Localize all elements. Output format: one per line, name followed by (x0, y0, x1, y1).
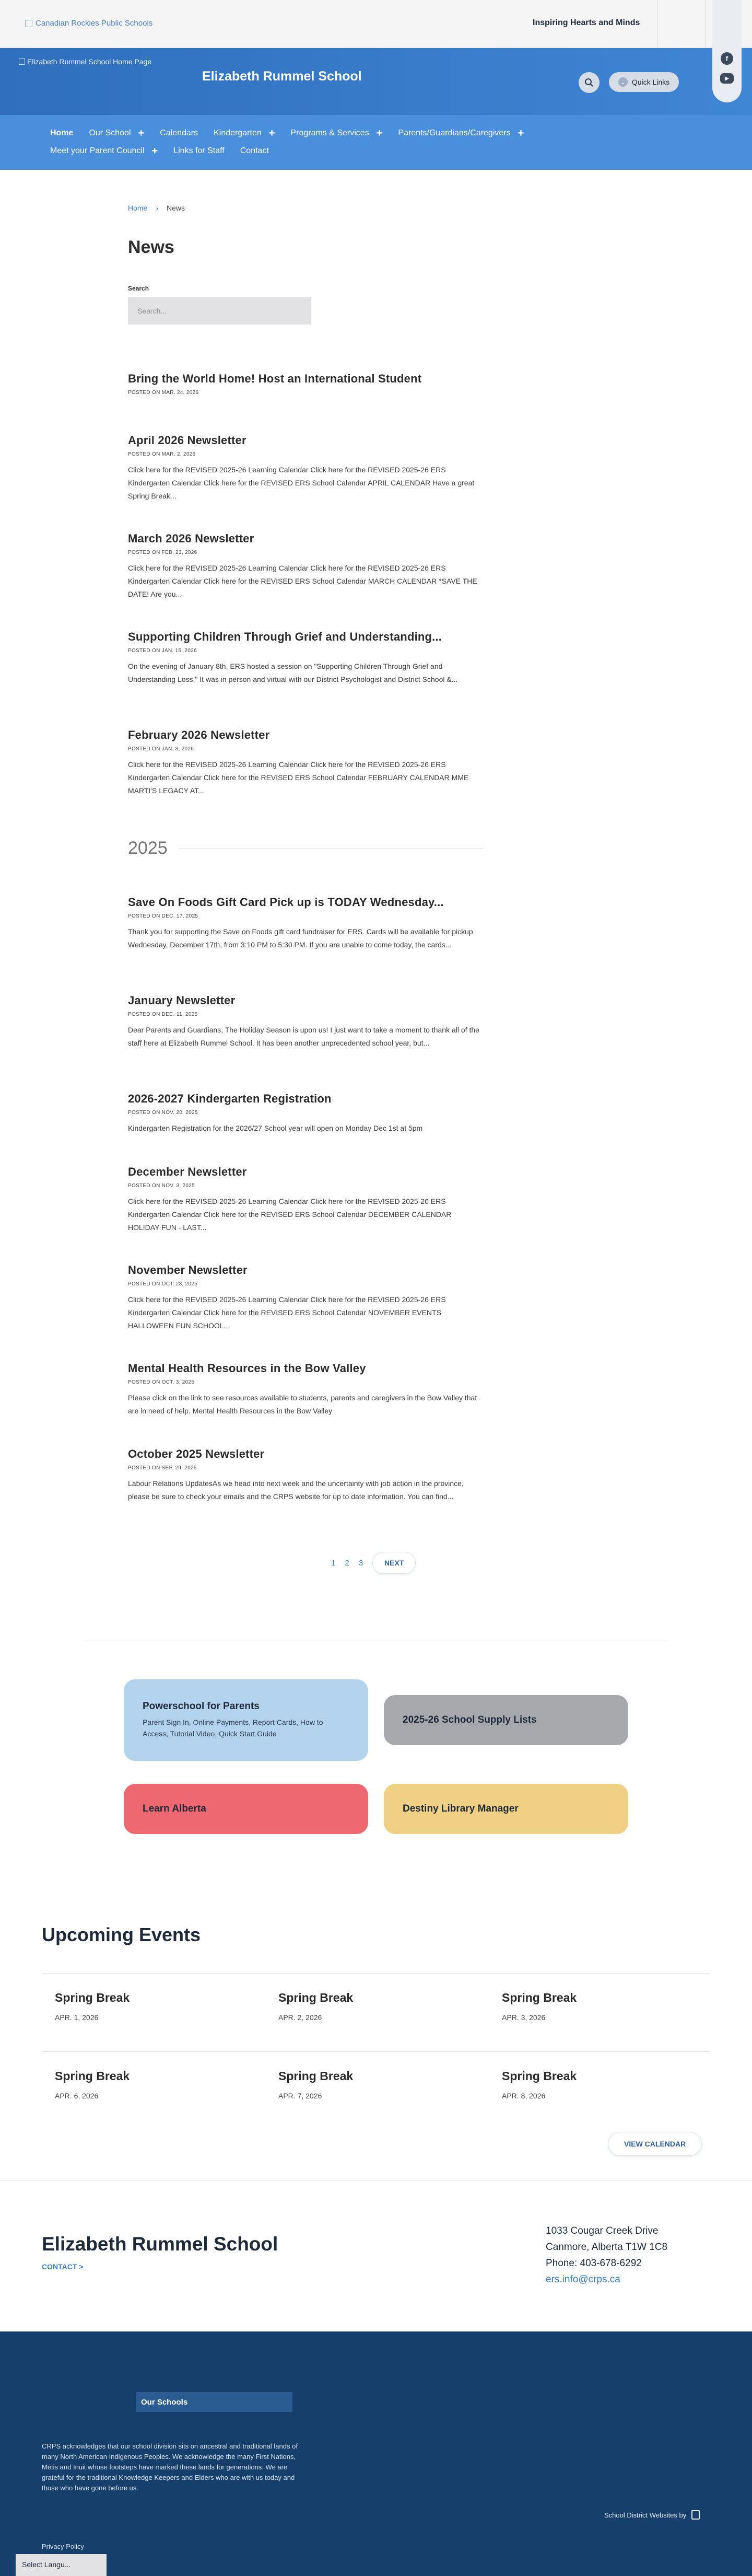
article-excerpt: Click here for the REVISED 2025-26 Learning Calendar Click here for the REVISED 2025-26 ERS Kindergarten Calendar Click here for the REVISED ERS School Calendar APRIL CALENDAR Have a great Spring Break... (128, 466, 475, 500)
nav-item[interactable] (50, 146, 158, 156)
tile-title: Powerschool for Parents (143, 1701, 260, 1712)
news-article (128, 994, 483, 1050)
event-item[interactable] (55, 1991, 253, 2022)
event-date: APR. 1, 2026 (55, 2013, 99, 2022)
article-date: POSTED ON OCT. 3, 2025 (128, 1379, 195, 1385)
event-date: APR. 6, 2026 (55, 2092, 99, 2100)
article-title-link[interactable]: April 2026 Newsletter (128, 434, 246, 447)
quick-links-button[interactable] (609, 72, 679, 92)
land-acknowledgement: CRPS acknowledges that our school division sits on ancestral and traditional lands of many North American Indigenous Peoples. We acknowledge the many First Nations, Métis and Inuit whose footsteps have marked these lands for generations. We are grateful for the traditional Knowledge Keepers and Elders who are with us today and those who have gone before us. (42, 2442, 298, 2492)
event-title: Spring Break (278, 1991, 354, 2004)
article-excerpt: Dear Parents and Guardians, The Holiday Season is upon us! I just want to take a moment to thank all of the staff here at Elizabeth Rummel School. It has been another unprecedented school year, but... (128, 1026, 479, 1047)
nav-item[interactable] (240, 146, 269, 156)
chevron-down-icon: ⌄ (618, 77, 628, 87)
breadcrumb-separator: › (156, 204, 159, 212)
nav-item-label: Parents/Guardians/Caregivers (398, 129, 511, 137)
nav-item[interactable] (290, 128, 382, 138)
news-article (128, 434, 483, 503)
district-logo-alt: Canadian Rockies Public Schools (36, 19, 153, 28)
main-content (128, 204, 483, 324)
divider (42, 2051, 710, 2052)
tile-destiny-library[interactable] (384, 1784, 628, 1834)
article-title-link[interactable]: March 2026 Newsletter (128, 532, 254, 545)
broken-image-icon (25, 20, 32, 27)
article-title-link[interactable]: January Newsletter (128, 994, 236, 1007)
news-article (128, 1447, 483, 1503)
article-date: POSTED ON JAN. 15, 2026 (128, 648, 197, 654)
page-link-2[interactable]: 2 (345, 1558, 349, 1568)
tile-title: 2025-26 School Supply Lists (403, 1714, 537, 1725)
divider (705, 0, 706, 48)
news-article (128, 630, 483, 686)
nav-item[interactable] (50, 129, 73, 138)
article-date: POSTED ON DEC. 11, 2025 (128, 1012, 198, 1017)
article-date: POSTED ON MAR. 24, 2026 (128, 390, 199, 396)
event-date: APR. 7, 2026 (278, 2092, 322, 2100)
news-article (128, 1263, 483, 1332)
nav-item[interactable] (89, 128, 144, 138)
school-logo-alt: Elizabeth Rummel School Home Page (27, 57, 152, 66)
breadcrumb-current: News (167, 204, 185, 212)
contact-link[interactable]: CONTACT > (42, 2262, 84, 2271)
article-title-link[interactable]: December Newsletter (128, 1165, 247, 1178)
article-title-link[interactable]: Supporting Children Through Grief and Understanding... (128, 630, 442, 643)
article-excerpt: On the evening of January 8th, ERS hosted a session on "Supporting Children Through Grief and Understanding Loss." It was in person and virtual with our District Psychologist and District School &... (128, 662, 458, 683)
tile-description: Parent Sign In, Online Payments, Report Cards, How to Access, Tutorial Video, Quick Start Guide (143, 1718, 323, 1738)
article-title-link[interactable]: February 2026 Newsletter (128, 728, 270, 741)
divider (178, 848, 483, 849)
article-title-link[interactable]: Mental Health Resources in the Bow Valley (128, 1362, 366, 1375)
search-button[interactable] (579, 72, 600, 93)
vendor-logo-icon (691, 2510, 700, 2520)
page-title: News (128, 237, 174, 257)
nav-item-label: Programs & Services (290, 129, 369, 137)
district-logo-link[interactable] (25, 19, 152, 28)
event-title: Spring Break (55, 1991, 130, 2004)
article-excerpt: Click here for the REVISED 2025-26 Learning Calendar Click here for the REVISED 2025-26 ERS Kindergarten Calendar Click here for the REVISED ERS School Calendar FEBRUARY CALENDAR MME MARTI'S LEGACY AT... (128, 760, 469, 795)
event-date: APR. 2, 2026 (278, 2013, 322, 2022)
event-item[interactable] (278, 2069, 477, 2100)
site-footer (0, 2331, 752, 2576)
credit-text: School District Websites by (604, 2511, 687, 2519)
article-excerpt: Click here for the REVISED 2025-26 Learning Calendar Click here for the REVISED 2025-26 ERS Kindergarten Calendar Click here for the REVISED ERS School Calendar MARCH CALENDAR *SAVE THE DATE! Are you... (128, 564, 477, 598)
article-date: POSTED ON NOV. 3, 2025 (128, 1183, 195, 1189)
news-article (128, 372, 483, 396)
article-excerpt: Click here for the REVISED 2025-26 Learning Calendar Click here for the REVISED 2025-26 ERS Kindergarten Calendar Click here for the REVISED ERS School Calendar NOVEMBER EVENTS HALLOWEEN FUN SCHOOL... (128, 1295, 446, 1330)
nav-item-label: Home (50, 129, 74, 137)
article-date: POSTED ON OCT. 23, 2025 (128, 1281, 198, 1287)
article-date: POSTED ON SEP. 29, 2025 (128, 1465, 197, 1471)
news-article (128, 532, 483, 601)
nav-row (50, 142, 702, 160)
nav-row (50, 124, 702, 142)
school-name: Elizabeth Rummel School (202, 69, 362, 84)
pagination (331, 1552, 416, 1574)
tile-title: Learn Alberta (143, 1803, 206, 1814)
nav-item[interactable] (160, 129, 198, 138)
view-calendar-button[interactable]: VIEW CALENDAR (608, 2132, 702, 2156)
article-title-link[interactable]: Save On Foods Gift Card Pick up is TODAY Wednesday... (128, 896, 444, 909)
breadcrumb (128, 204, 483, 212)
privacy-policy-link[interactable]: Privacy Policy (42, 2543, 84, 2550)
event-item[interactable] (55, 2069, 253, 2100)
nav-item-label: Our School (89, 129, 131, 137)
phone-number: Phone: 403-678-6292 (546, 2258, 642, 2269)
our-schools-dropdown[interactable]: Our Schools (136, 2392, 292, 2412)
divider (42, 1973, 710, 1974)
article-title-link[interactable]: Bring the World Home! Host an International Student (128, 372, 422, 385)
nav-item-label: Meet your Parent Council (50, 146, 145, 155)
article-date: POSTED ON FEB. 23, 2026 (128, 550, 197, 555)
article-excerpt: Kindergarten Registration for the 2026/27 School year will open on Monday Dec 1st at 5pm (128, 1124, 423, 1132)
article-date: POSTED ON JAN. 8, 2026 (128, 746, 194, 752)
nav-item-label: Links for Staff (173, 146, 225, 155)
news-search-input[interactable] (128, 297, 311, 324)
tile-powerschool[interactable] (124, 1679, 368, 1761)
event-item[interactable] (278, 1991, 477, 2022)
tile-school-supply-lists[interactable] (384, 1695, 628, 1745)
upcoming-events-title: Upcoming Events (42, 1924, 201, 1945)
expand-plus-icon[interactable]: + (518, 127, 524, 139)
district-tagline: Inspiring Hearts and Minds (533, 18, 640, 27)
event-title: Spring Break (278, 2069, 354, 2083)
search-label: Search (128, 285, 149, 292)
article-date: POSTED ON DEC. 17, 2025 (128, 913, 198, 919)
expand-plus-icon[interactable]: + (376, 127, 383, 139)
article-excerpt: Thank you for supporting the Save on Foods gift card fundraiser for ERS. Cards will be available for pickup Wednesday, December 17th, from 3:10 PM to 5:30 PM. If you are unable to come today, the cards... (128, 927, 473, 949)
year-heading: 2025 (128, 838, 168, 858)
news-article (128, 896, 483, 952)
news-article (128, 1092, 483, 1135)
article-date: POSTED ON MAR. 2, 2026 (128, 451, 196, 457)
footer-school-name: Elizabeth Rummel School (42, 2233, 278, 2255)
article-excerpt: Click here for the REVISED 2025-26 Learning Calendar Click here for the REVISED 2025-26 ERS Kindergarten Calendar Click here for the REVISED ERS School Calendar DECEMBER CALENDAR HOLIDAY FUN - LAST... (128, 1197, 452, 1232)
tile-title: Destiny Library Manager (403, 1803, 519, 1814)
youtube-icon[interactable]: ▶ (720, 73, 734, 84)
news-article (128, 728, 483, 797)
news-article (128, 1362, 483, 1418)
event-item[interactable] (502, 2069, 700, 2100)
nav-item-label: Calendars (160, 129, 198, 137)
search-icon (584, 78, 594, 87)
school-logo-link[interactable] (19, 57, 151, 66)
expand-plus-icon[interactable]: + (268, 127, 275, 139)
district-topbar (0, 0, 752, 48)
article-title-link[interactable]: October 2025 Newsletter (128, 1447, 265, 1460)
expand-plus-icon[interactable]: + (138, 127, 145, 139)
article-excerpt: Labour Relations UpdatesAs we head into next week and the uncertainty with job action in the province, please be sure to check your emails and the CRPS website for up to date information. You can find... (128, 1479, 464, 1501)
expand-plus-icon[interactable]: + (151, 145, 158, 157)
article-title-link[interactable]: November Newsletter (128, 1263, 248, 1277)
event-title: Spring Break (502, 2069, 577, 2083)
year-heading-row (128, 838, 483, 858)
broken-image-icon (19, 59, 25, 65)
page-link-1[interactable]: 1 (331, 1558, 336, 1568)
article-date: POSTED ON NOV. 20, 2025 (128, 1110, 198, 1116)
nav-item-label: Kindergarten (214, 129, 262, 137)
email-link[interactable]: ers.info@crps.ca (546, 2274, 620, 2285)
breadcrumb-home-link[interactable]: Home (128, 204, 148, 212)
nav-item[interactable] (398, 128, 524, 138)
school-address (546, 2223, 667, 2288)
event-date: APR. 3, 2026 (502, 2013, 546, 2022)
nav-item[interactable] (214, 128, 275, 138)
event-item[interactable] (502, 1991, 700, 2022)
facebook-icon[interactable]: f (721, 52, 733, 65)
next-page-button[interactable]: NEXT (372, 1552, 416, 1574)
district-credit-link[interactable] (604, 2510, 700, 2520)
address-line: Canmore, Alberta T1W 1C8 (546, 2242, 668, 2253)
nav-item-label: Contact (240, 146, 269, 155)
event-title: Spring Break (55, 2069, 130, 2083)
event-title: Spring Break (502, 1991, 577, 2004)
nav-item[interactable] (173, 146, 225, 156)
main-nav (0, 115, 752, 170)
article-excerpt: Please click on the link to see resources available to students, parents and caregivers in the Bow Valley that are in need of help. Mental Health Resources in the Bow Valley (128, 1394, 477, 1415)
quick-links-label: Quick Links (631, 78, 670, 86)
article-title-link[interactable]: 2026-2027 Kindergarten Registration (128, 1092, 332, 1105)
news-article (128, 1165, 483, 1234)
school-header (0, 48, 752, 115)
language-select[interactable]: Select Langu... (16, 2554, 107, 2576)
address-line: 1033 Cougar Creek Drive (546, 2225, 659, 2236)
tile-learn-alberta[interactable] (124, 1784, 368, 1834)
page-link-3[interactable]: 3 (358, 1558, 363, 1568)
social-links (712, 0, 742, 102)
event-date: APR. 8, 2026 (502, 2092, 546, 2100)
